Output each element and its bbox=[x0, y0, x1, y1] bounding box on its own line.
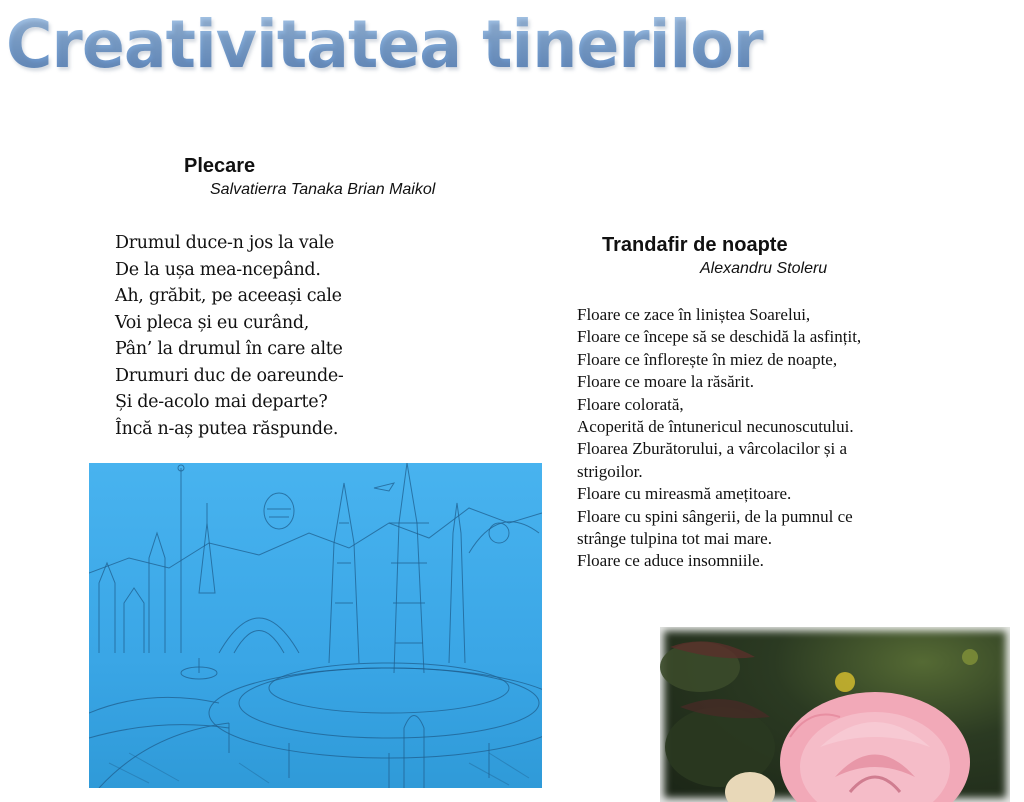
city-drawing-image bbox=[89, 463, 542, 788]
verse-line: Pân’ la drumul în care alte bbox=[115, 339, 343, 359]
verse-line: De la ușa mea-ncepând. bbox=[115, 259, 321, 280]
verse-line: strânge tulpina tot mai mare. bbox=[577, 529, 772, 549]
verse-line: Ah, grăbit, pe aceeași cale bbox=[115, 286, 342, 306]
verse-line: Voi pleca și eu curând, bbox=[115, 312, 310, 333]
verse-line: Floare ce începe să se deschidă la asfințit, bbox=[577, 327, 862, 347]
verse-line: strigoilor. bbox=[577, 461, 643, 481]
verse-line: Acoperită de întunericul necunoscutului. bbox=[577, 417, 854, 437]
verse-line: Floare ce înflorește în miez de noapte, bbox=[577, 349, 838, 369]
page-title: Creativitatea tinerilor bbox=[6, 6, 764, 83]
verse-line: Floare colorată, bbox=[577, 394, 684, 414]
verse-line: Floare cu mireasmă amețitoare. bbox=[577, 484, 792, 504]
verse-line: Drumul duce-n jos la vale bbox=[115, 233, 334, 253]
verse-line: Floare ce zace în liniștea Soarelui, bbox=[577, 305, 811, 324]
verse-line: Floare ce moare la răsărit. bbox=[577, 372, 754, 392]
verse-line: Drumuri duc de oareunde- bbox=[115, 365, 344, 386]
verse-line: Încă n-aș putea răspunde. bbox=[115, 418, 339, 439]
verse-line: Floare cu spini sângerii, de la pumnul ce bbox=[577, 506, 853, 526]
poem-1-title: Plecare bbox=[184, 155, 256, 177]
verse-line: Floarea Zburătorului, a vârcolacilor și a bbox=[577, 439, 847, 459]
poem-1-verses bbox=[115, 230, 344, 442]
verse-line: Floare ce aduce insomniile. bbox=[577, 551, 764, 571]
poem-1-author: Salvatierra Tanaka Brian Maikol bbox=[210, 181, 436, 198]
verse-line: Și de-acolo mai departe? bbox=[115, 392, 328, 412]
rose-photo-image bbox=[660, 627, 1010, 802]
poem-2-verses bbox=[577, 304, 997, 573]
poem-2-title: Trandafir de noapte bbox=[602, 234, 788, 256]
poem-2-author: Alexandru Stoleru bbox=[700, 260, 828, 277]
